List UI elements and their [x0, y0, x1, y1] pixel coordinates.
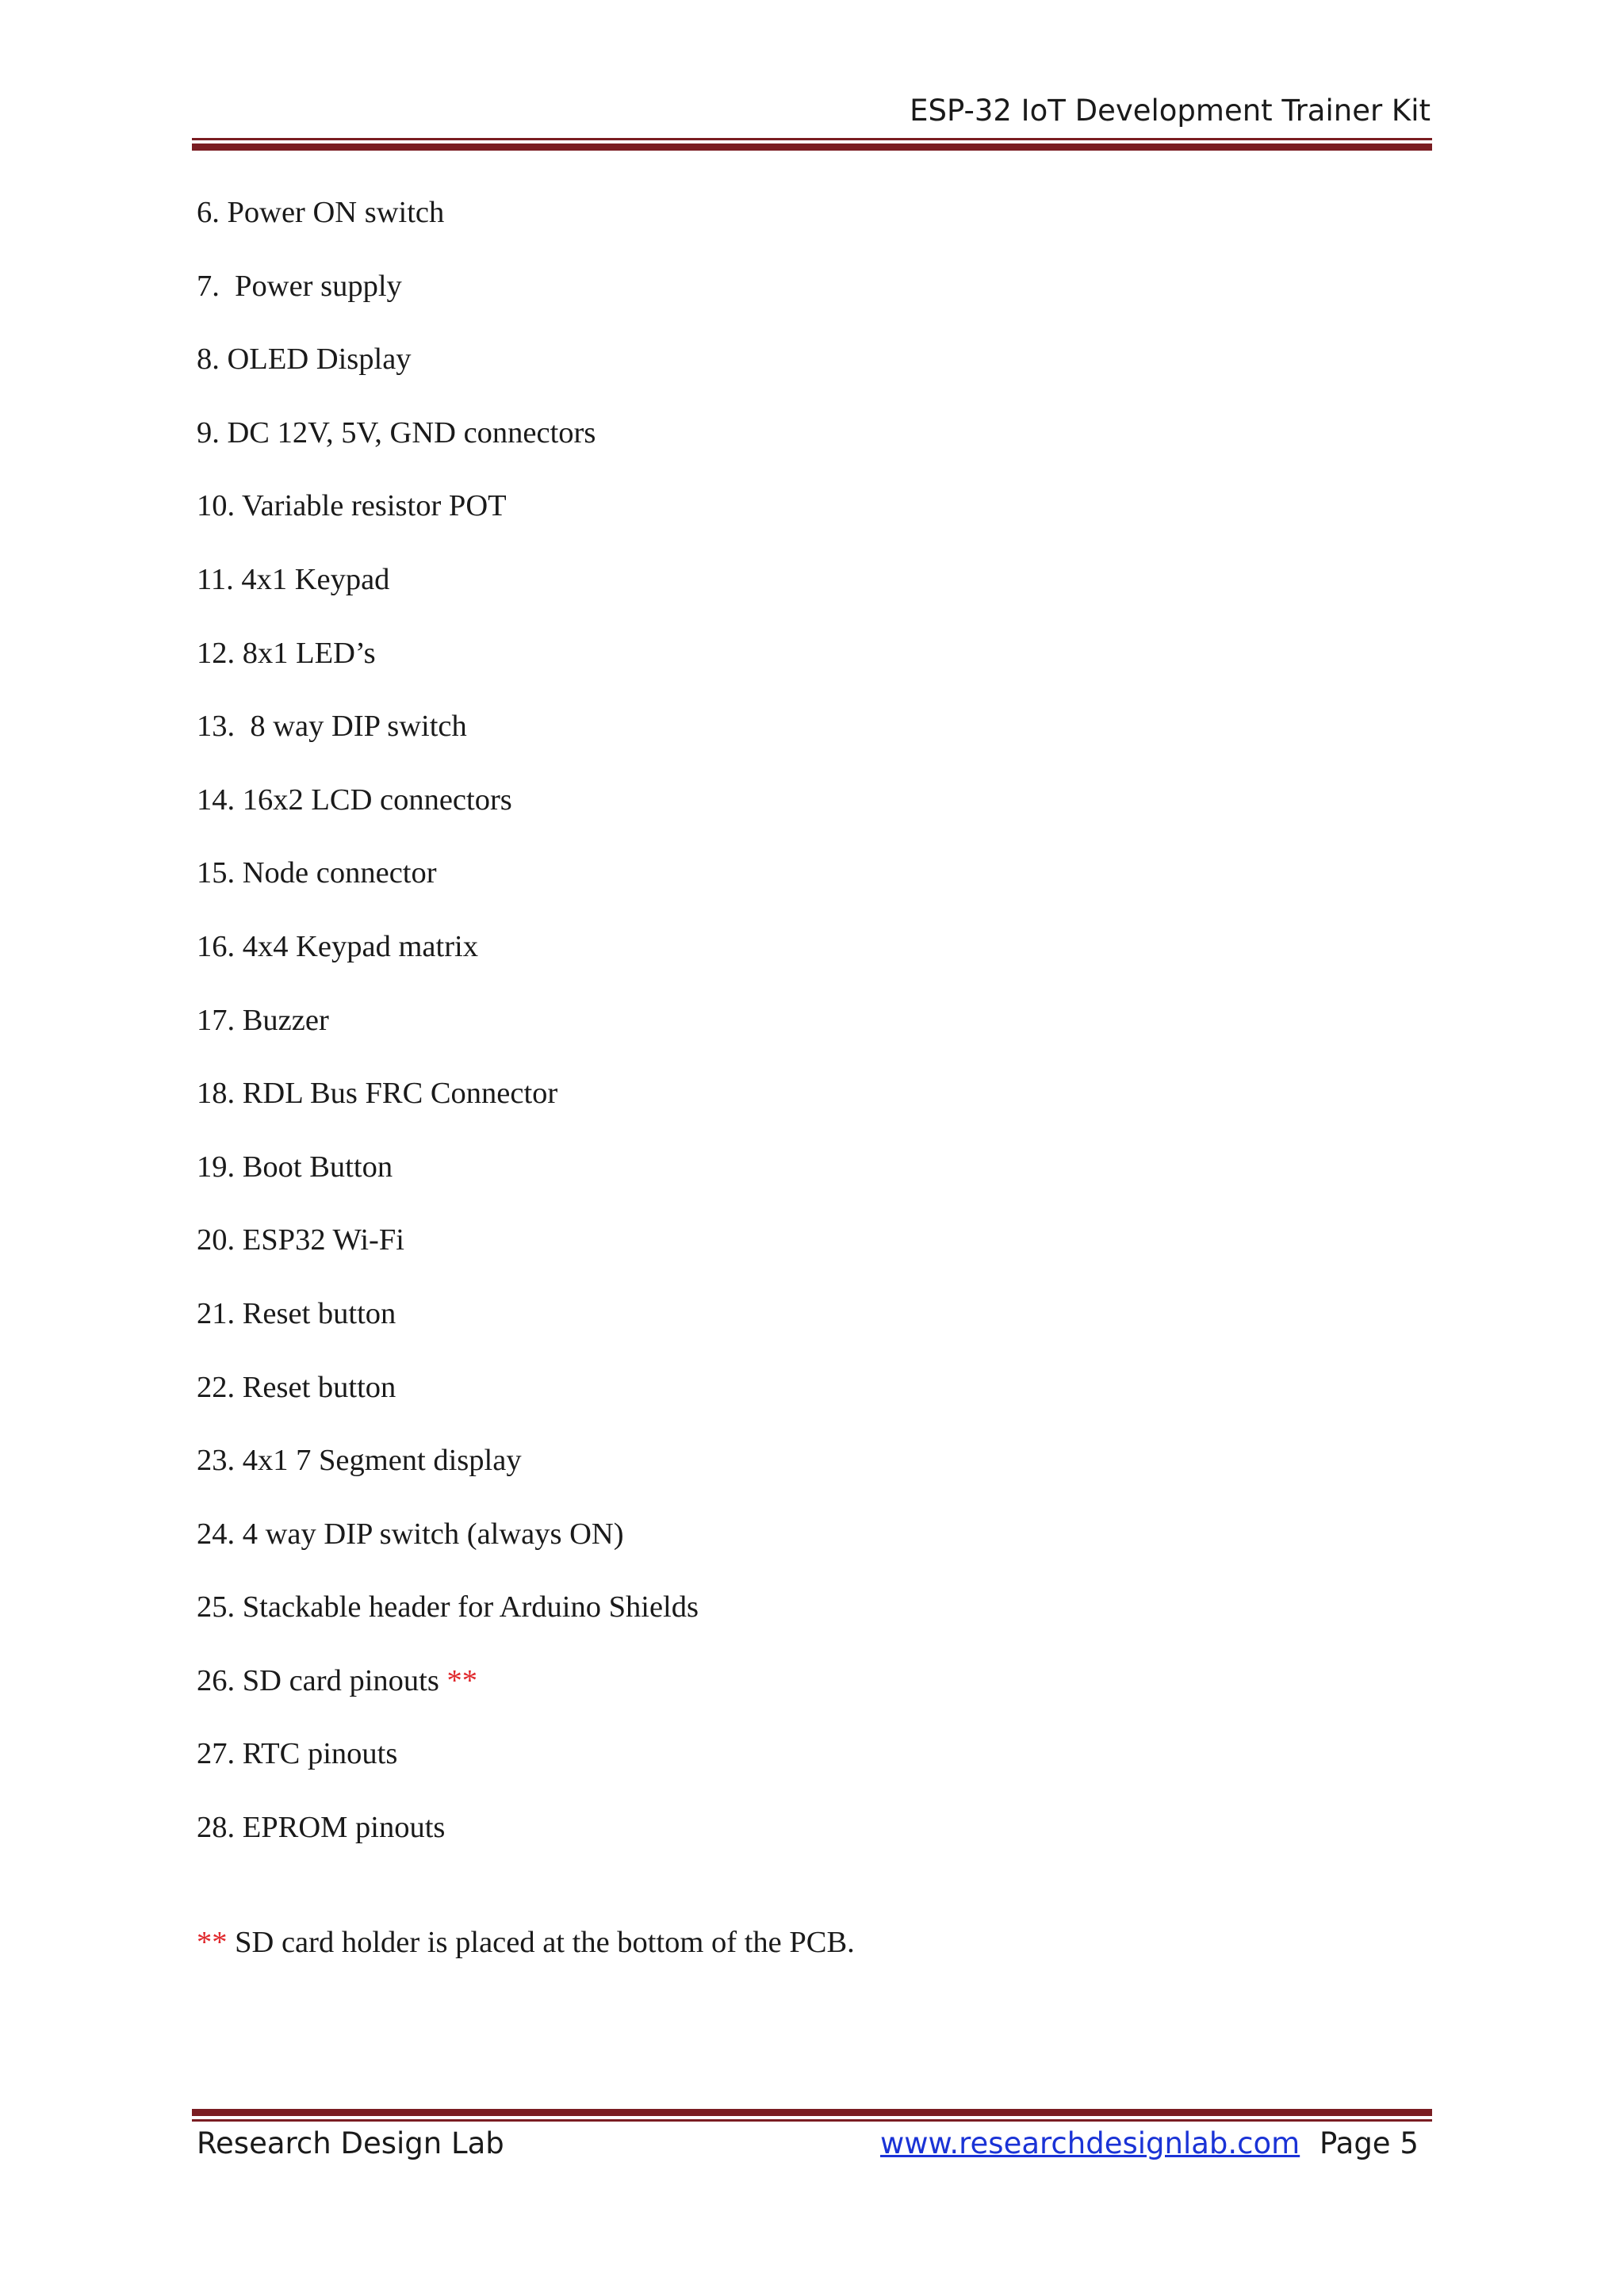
list-item [197, 1513, 699, 1587]
list-item [197, 412, 699, 486]
list-item [197, 339, 699, 412]
list-item [197, 1367, 699, 1441]
list-item [197, 266, 699, 339]
footnote-marker: ** [446, 1663, 477, 1697]
list-item-text: 17. Buzzer [197, 1003, 329, 1037]
list-item-text: 28. EPROM pinouts [197, 1811, 446, 1845]
list-item [197, 852, 699, 926]
header-title: ESP-32 IoT Development Trainer Kit [910, 94, 1431, 128]
list-item [197, 926, 699, 1000]
list-item-text: 16. 4x4 Keypad matrix [197, 929, 478, 963]
list-item [197, 1073, 699, 1146]
list-item-text: 9. DC 12V, 5V, GND connectors [197, 415, 596, 450]
list-item-text: 7. Power supply [197, 269, 402, 303]
component-list [197, 192, 699, 1881]
list-item [197, 1146, 699, 1220]
list-item [197, 559, 699, 633]
list-item [197, 1219, 699, 1293]
footnote [197, 1922, 855, 1963]
list-item-text: 22. Reset button [197, 1370, 396, 1404]
header-rule [192, 138, 1432, 151]
footer-rule [192, 2109, 1432, 2122]
list-item [197, 1440, 699, 1513]
page-number: Page 5 [1320, 2126, 1419, 2160]
list-item-text: 18. RDL Bus FRC Connector [197, 1077, 558, 1111]
list-item-text: 27. RTC pinouts [197, 1737, 398, 1771]
footer-website-link[interactable]: www.researchdesignlab.com [880, 2126, 1300, 2160]
list-item-text: 21. Reset button [197, 1296, 396, 1330]
list-item-text: 20. ESP32 Wi-Fi [197, 1223, 404, 1257]
list-item [197, 633, 699, 706]
list-item-text: 8. OLED Display [197, 342, 412, 377]
list-item [197, 192, 699, 266]
list-item-text: 14. 16x2 LCD connectors [197, 783, 512, 817]
list-item [197, 1586, 699, 1660]
list-item [197, 1807, 699, 1881]
footer-company: Research Design Lab [197, 2126, 504, 2160]
list-item-text: 15. Node connector [197, 856, 437, 890]
list-item [197, 1733, 699, 1807]
list-item [197, 706, 699, 779]
list-item-text: 19. Boot Button [197, 1150, 393, 1184]
list-item [197, 1000, 699, 1073]
list-item-text: 6. Power ON switch [197, 196, 445, 229]
footnote-text: SD card holder is placed at the bottom of the PCB. [227, 1926, 855, 1959]
list-item-text: 24. 4 way DIP switch (always ON) [197, 1517, 624, 1551]
list-item-text: 11. 4x1 Keypad [197, 562, 390, 596]
list-item-text: 10. Variable resistor POT [197, 489, 507, 523]
list-item [197, 485, 699, 559]
list-item [197, 1660, 699, 1734]
list-item-text: 26. SD card pinouts [197, 1663, 447, 1697]
footnote-marker: ** [197, 1926, 228, 1959]
list-item-text: 25. Stackable header for Arduino Shields [197, 1590, 699, 1624]
list-item-text: 23. 4x1 7 Segment display [197, 1444, 522, 1478]
list-item [197, 779, 699, 853]
list-item-text: 13. 8 way DIP switch [197, 710, 467, 744]
list-item [197, 1293, 699, 1367]
list-item-text: 12. 8x1 LED’s [197, 636, 376, 670]
